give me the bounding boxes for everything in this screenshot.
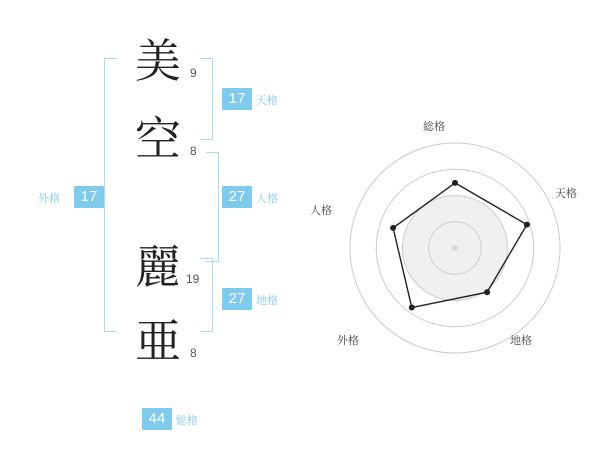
- kanji-strokes-2: 8: [190, 144, 197, 158]
- score-label-chikaku: 地格: [256, 295, 278, 307]
- score-badge-chikaku: 27: [222, 288, 252, 310]
- radar-label-chikaku: 地格: [510, 335, 532, 347]
- radar-label-jinkaku: 人格: [310, 205, 332, 217]
- chikaku-bracket: [200, 258, 213, 332]
- radar-label-tenkaku: 天格: [555, 188, 577, 200]
- outer-bracket: [104, 58, 117, 332]
- score-label-jinkaku: 人格: [256, 193, 278, 205]
- score-label-tenkaku: 天格: [256, 95, 278, 107]
- radar-chart-panel: [310, 0, 600, 470]
- kanji-strokes-4: 8: [190, 346, 197, 360]
- score-badge-jinkaku: 27: [222, 186, 252, 208]
- radar-label-soukaku: 総格: [423, 121, 445, 133]
- kanji-char-2: 空: [135, 112, 181, 166]
- radar-grid: [350, 143, 560, 353]
- radar-chart-svg: [310, 0, 600, 470]
- tenkaku-bracket: [200, 58, 213, 140]
- kanji-strokes-3: 19: [186, 272, 200, 286]
- kanji-char-1: 美: [135, 34, 181, 88]
- radar-label-gaikaku: 外格: [337, 335, 359, 347]
- score-badge-gaikaku: 17: [74, 186, 104, 208]
- score-badge-soukaku: 44: [142, 408, 172, 430]
- jinkaku-bracket: [206, 152, 219, 262]
- score-label-soukaku: 総格: [176, 415, 198, 427]
- score-label-gaikaku: 外格: [38, 193, 60, 205]
- kanji-char-4: 亜: [135, 314, 181, 368]
- kanji-strokes-1: 9: [190, 66, 197, 80]
- kanji-char-3: 麗: [135, 240, 181, 294]
- score-badge-tenkaku: 17: [222, 88, 252, 110]
